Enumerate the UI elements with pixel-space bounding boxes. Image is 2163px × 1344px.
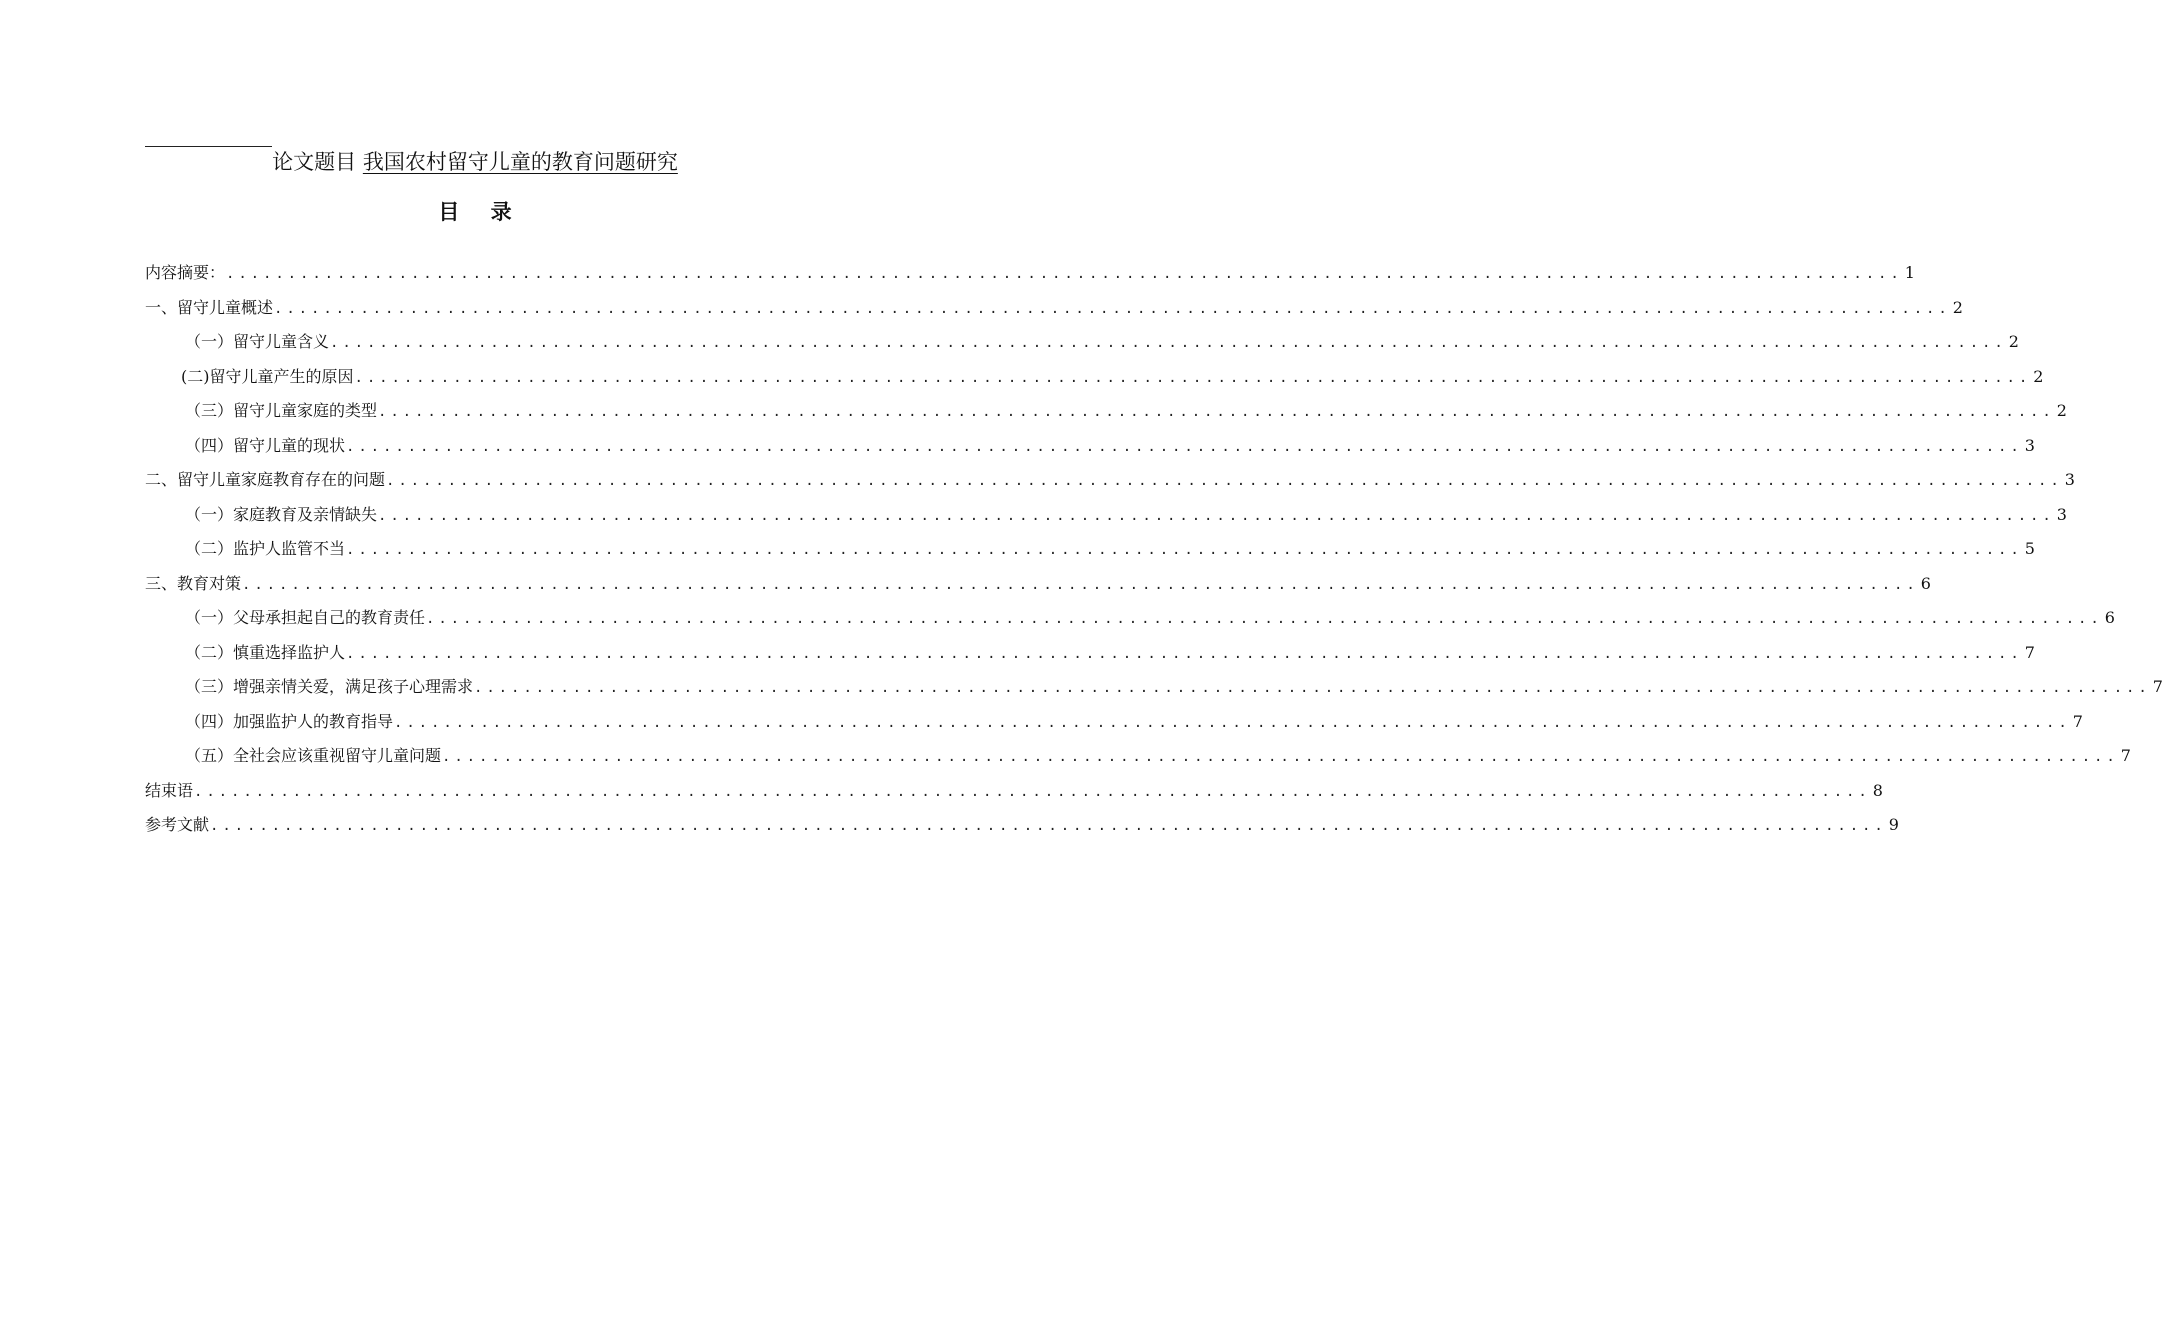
table-of-contents	[145, 256, 2163, 843]
thesis-title	[0, 146, 950, 178]
toc-entry-label: 三、教育对策	[145, 573, 242, 593]
toc-page-number: 2	[1952, 297, 1963, 317]
toc-entry-label: （二）慎重选择监护人	[185, 642, 346, 662]
toc-page-number: 2	[2008, 332, 2019, 351]
toc-entry[interactable]	[145, 394, 2067, 429]
toc-entry[interactable]	[145, 739, 2131, 774]
toc-entry-label: 结束语	[145, 780, 194, 800]
thesis-title-text: 我国农村留守儿童的教育问题研究	[362, 150, 678, 174]
toc-leader-dots: ........................................................................................................................................	[442, 749, 2119, 765]
toc-entry-label: （五）全社会应该重视留守儿童问题	[185, 746, 442, 765]
toc-leader-dots: ........................................................................................................................................	[386, 473, 2063, 489]
toc-page-number: 7	[2152, 677, 2163, 696]
toc-entry[interactable]	[145, 636, 2035, 671]
toc-entry[interactable]	[145, 498, 2067, 533]
toc-entry[interactable]	[145, 705, 2083, 740]
toc-page-number: 3	[2064, 470, 2075, 489]
toc-entry[interactable]	[145, 429, 2035, 464]
toc-entry[interactable]	[145, 567, 1931, 602]
toc-leader-dots: ........................................................................................................................................	[330, 335, 2007, 351]
toc-page-number: 7	[2024, 642, 2035, 662]
toc-leader-dots: ........................................................................................................................................	[474, 680, 2151, 696]
toc-leader-dots: ........................................................................................................................................	[378, 507, 2055, 524]
toc-leader-dots: ........................................................................................................................................	[378, 404, 2055, 420]
toc-page-number: 7	[2120, 746, 2131, 765]
toc-page-number: 2	[2033, 366, 2044, 386]
toc-entry[interactable]	[145, 601, 2115, 636]
toc-leader-dots: ........................................................................................................................................	[210, 818, 1887, 834]
toc-page-number: 1	[1904, 263, 1915, 282]
toc-page-number: 5	[2024, 539, 2035, 558]
toc-page-number: 7	[2072, 711, 2083, 731]
toc-leader-dots: ........................................................................................................................................	[346, 542, 2023, 558]
toc-entry[interactable]	[145, 291, 1963, 326]
toc-leader-dots: ........................................................................................................................................	[274, 300, 1951, 317]
toc-page-number: 2	[2056, 401, 2067, 420]
toc-entry-label: 一、留守儿童概述	[145, 297, 274, 317]
toc-entry-label: （四）留守儿童的现状	[185, 435, 346, 455]
toc-entry-label: 参考文献	[145, 815, 210, 834]
toc-leader-dots: ........................................................................................................................................	[354, 369, 2032, 386]
toc-leader-dots: ........................................................................................................................................	[426, 611, 2103, 627]
toc-entry[interactable]	[145, 670, 2163, 705]
toc-entry-label: 内容摘要：	[145, 263, 226, 282]
thesis-title-prefix: 论文题目	[272, 150, 357, 174]
toc-entry-label: (二)留守儿童产生的原因	[181, 366, 354, 386]
toc-page-number: 6	[2104, 608, 2115, 627]
toc-entry[interactable]	[145, 774, 1883, 809]
toc-leader-dots: ........................................................................................................................................	[242, 576, 1919, 593]
toc-entry-label: （一）留守儿童含义	[185, 332, 330, 351]
toc-entry[interactable]	[145, 808, 1899, 843]
toc-page-number: 9	[1888, 815, 1899, 834]
toc-entry-label: （三）增强亲情关爱，满足孩子心理需求	[185, 677, 474, 696]
toc-entry[interactable]	[145, 463, 2075, 498]
toc-page-number: 8	[1872, 780, 1883, 800]
toc-entry-label: （一）父母承担起自己的教育责任	[185, 608, 426, 627]
toc-entry[interactable]	[145, 325, 2019, 360]
toc-heading: 目 录	[438, 199, 524, 224]
toc-entry-label: （一）家庭教育及亲情缺失	[185, 504, 378, 524]
toc-entry-label: （四）加强监护人的教育指导	[185, 711, 394, 731]
toc-leader-dots: ........................................................................................................................................	[194, 783, 1871, 800]
toc-leader-dots: ........................................................................................................................................	[346, 438, 2023, 455]
toc-entry-label: （三）留守儿童家庭的类型	[185, 401, 378, 420]
toc-page-number: 6	[1920, 573, 1931, 593]
toc-entry-label: 二、留守儿童家庭教育存在的问题	[145, 470, 386, 489]
toc-entry-label: （二）监护人监管不当	[185, 539, 346, 558]
toc-leader-dots: ........................................................................................................................................	[394, 714, 2071, 731]
toc-entry[interactable]	[145, 256, 1915, 291]
toc-page-number: 3	[2024, 435, 2035, 455]
toc-entry[interactable]	[145, 360, 2044, 395]
toc-entry[interactable]	[145, 532, 2035, 567]
toc-leader-dots: ........................................................................................................................................	[226, 266, 1903, 282]
toc-page-number: 3	[2056, 504, 2067, 524]
toc-leader-dots: ........................................................................................................................................	[346, 645, 2023, 662]
